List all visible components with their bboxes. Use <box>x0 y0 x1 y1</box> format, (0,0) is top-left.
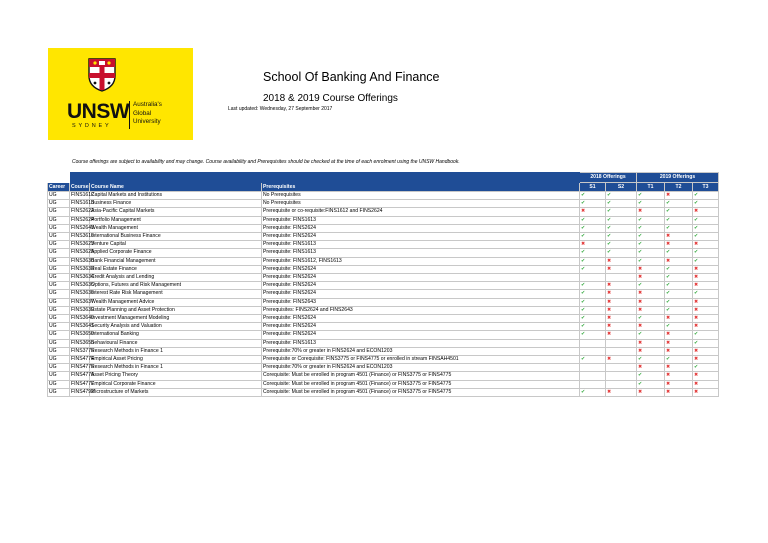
offered-t3-tick-icon: ✔ <box>693 216 719 224</box>
offered-t3-tick-icon: ✔ <box>693 200 719 208</box>
career-cell: UG <box>48 364 70 372</box>
course-code-cell: FINS3634 <box>71 274 94 281</box>
prerequisites-cell: Prerequisite: FINS2624 <box>262 282 580 290</box>
course-code-cell: FINS3636 <box>71 290 94 297</box>
offering-s1-empty <box>580 339 606 347</box>
offering-s1-empty <box>580 380 606 388</box>
course-name-cell: Capital Markets and Institutions <box>90 192 262 200</box>
not-offered-t3-cross-icon: ✖ <box>693 208 719 216</box>
prerequisites-cell: Prerequisite: FINS1612, FINS1613 <box>262 257 580 265</box>
offering-s2-empty <box>606 380 637 388</box>
table-row <box>48 388 719 396</box>
unsw-logo <box>48 48 193 140</box>
career-cell: UG <box>48 216 70 224</box>
offered-t2-tick-icon: ✔ <box>665 323 693 331</box>
logo-city: SYDNEY <box>72 123 112 129</box>
offering-s1-empty <box>580 364 606 372</box>
career-cell: UG <box>48 372 70 380</box>
last-updated: Last updated: Wednesday, 27 September 2017 <box>228 106 333 112</box>
course-code-cell: FINS4777 <box>71 380 94 387</box>
offered-s1-tick-icon: ✔ <box>580 315 606 323</box>
career-cell: UG <box>48 323 70 331</box>
offered-t3-tick-icon: ✔ <box>693 192 719 200</box>
table-row <box>48 249 719 257</box>
career-cell: UG <box>48 257 70 265</box>
offered-s1-tick-icon: ✔ <box>580 306 606 314</box>
prerequisites-cell: Prerequisite: FINS1613 <box>262 216 580 224</box>
table-row <box>48 331 719 339</box>
table-row <box>48 298 719 306</box>
not-offered-s2-cross-icon: ✖ <box>606 356 637 364</box>
offered-s1-tick-icon: ✔ <box>580 323 606 331</box>
offered-s1-tick-icon: ✔ <box>580 249 606 257</box>
career-cell: UG <box>48 265 70 273</box>
course-name-cell: Security Analysis and Valuation <box>90 323 262 331</box>
offered-t2-tick-icon: ✔ <box>665 274 693 282</box>
offered-t1-tick-icon: ✔ <box>637 224 665 232</box>
not-offered-t3-cross-icon: ✖ <box>693 298 719 306</box>
career-cell: UG <box>48 200 70 208</box>
course-name-cell: Business Finance <box>90 200 262 208</box>
offered-s1-tick-icon: ✔ <box>580 265 606 273</box>
table-row <box>48 339 719 347</box>
course-code-cell: FINS1612 <box>71 192 94 198</box>
course-code-cell: FINS3639 <box>71 306 94 313</box>
table-row <box>48 265 719 273</box>
offering-s2-empty <box>606 372 637 380</box>
course-name-cell: Research Methods in Finance 1 <box>90 347 262 355</box>
not-offered-s2-cross-icon: ✖ <box>606 298 637 306</box>
offered-t3-tick-icon: ✔ <box>693 290 719 298</box>
career-cell: UG <box>48 208 70 216</box>
not-offered-t2-cross-icon: ✖ <box>665 339 693 347</box>
course-name-cell: International Banking <box>90 331 262 339</box>
logo-divider <box>129 101 130 129</box>
career-cell: UG <box>48 298 70 306</box>
course-code-cell: FINS3641 <box>71 323 94 330</box>
not-offered-t3-cross-icon: ✖ <box>693 380 719 388</box>
course-code-cell: FINS3630 <box>71 257 94 264</box>
not-offered-t2-cross-icon: ✖ <box>665 315 693 323</box>
offered-t1-tick-icon: ✔ <box>637 257 665 265</box>
not-offered-s2-cross-icon: ✖ <box>606 315 637 323</box>
course-name-cell: Asset Pricing Theory <box>90 372 262 380</box>
not-offered-t2-cross-icon: ✖ <box>665 388 693 396</box>
offered-s2-tick-icon: ✔ <box>606 233 637 241</box>
course-name-cell: Behavioural Finance <box>90 339 262 347</box>
not-offered-t1-cross-icon: ✖ <box>637 388 665 396</box>
offered-s1-tick-icon: ✔ <box>580 290 606 298</box>
logo-wordmark: UNSW <box>67 100 130 123</box>
col-header-s1: S1 <box>580 182 606 192</box>
career-cell: UG <box>48 306 70 314</box>
prerequisites-cell: Prerequisite:70% or greater in FINS2624 and ECON1203 <box>262 364 580 372</box>
prerequisites-cell: Prerequisite: FINS2624 <box>262 290 580 298</box>
course-name-cell: Research Methods in Finance 1 <box>90 364 262 372</box>
prerequisites-cell: Prerequisite: FINS1613 <box>262 241 580 249</box>
course-code-cell: FINS4776 <box>71 372 94 379</box>
offered-s2-tick-icon: ✔ <box>606 208 637 216</box>
table-row <box>48 347 719 355</box>
column-header-row <box>48 182 719 192</box>
not-offered-s2-cross-icon: ✖ <box>606 306 637 314</box>
course-name-cell: Venture Capital <box>90 241 262 249</box>
offered-s2-tick-icon: ✔ <box>606 216 637 224</box>
career-cell: UG <box>48 339 70 347</box>
course-code-cell: FINS1613 <box>71 200 94 207</box>
course-code-cell: FINS4775 <box>71 364 94 371</box>
course-name-cell: Interest Rate Risk Management <box>90 290 262 298</box>
offered-s2-tick-icon: ✔ <box>606 200 637 208</box>
not-offered-t3-cross-icon: ✖ <box>693 306 719 314</box>
course-name-cell: Applied Corporate Finance <box>90 249 262 257</box>
course-code-cell: FINS3633 <box>71 265 94 272</box>
offered-t3-tick-icon: ✔ <box>693 233 719 241</box>
career-cell: UG <box>48 241 70 249</box>
not-offered-t2-cross-icon: ✖ <box>665 241 693 249</box>
col-header-prerequisites: Prerequisites <box>262 182 580 192</box>
table-row <box>48 364 719 372</box>
offered-s1-tick-icon: ✔ <box>580 331 606 339</box>
table-row <box>48 274 719 282</box>
course-code-cell: FINS4792 <box>71 388 94 395</box>
course-name-cell: Wealth Management Advice <box>90 298 262 306</box>
not-offered-s2-cross-icon: ✖ <box>606 331 637 339</box>
table-row <box>48 200 719 208</box>
course-code-cell: FINS3623 <box>71 241 94 248</box>
prerequisites-cell: Prerequisite: FINS2643 <box>262 298 580 306</box>
course-code-cell: FINS4774 <box>71 356 94 363</box>
unsw-crest-icon <box>88 58 116 92</box>
prerequisites-cell: Prerequisite:70% or greater in FINS2624 and ECON1203 <box>262 347 580 355</box>
col-header-t2: T2 <box>665 182 693 192</box>
course-name-cell: Empirical Asset Pricing <box>90 356 262 364</box>
offered-s2-tick-icon: ✔ <box>606 249 637 257</box>
course-code-cell: FINS2622 <box>71 208 94 215</box>
offered-s1-tick-icon: ✔ <box>580 257 606 265</box>
page-title: School Of Banking And Finance <box>263 70 440 84</box>
not-offered-t3-cross-icon: ✖ <box>693 347 719 355</box>
group-header-2018: 2018 Offerings <box>580 173 637 183</box>
prerequisites-cell: Prerequisite: FINS1613 <box>262 339 580 347</box>
prerequisites-cell: Prerequisite: FINS2624 <box>262 331 580 339</box>
not-offered-s2-cross-icon: ✖ <box>606 323 637 331</box>
col-header-course-name: Course Name <box>90 182 262 192</box>
offered-t3-tick-icon: ✔ <box>693 364 719 372</box>
not-offered-t2-cross-icon: ✖ <box>665 372 693 380</box>
offered-s2-tick-icon: ✔ <box>606 192 637 200</box>
table-row <box>48 208 719 216</box>
not-offered-t3-cross-icon: ✖ <box>693 323 719 331</box>
course-name-cell: Wealth Management <box>90 224 262 232</box>
course-name-cell: Options, Futures and Risk Management <box>90 282 262 290</box>
career-cell: UG <box>48 315 70 323</box>
course-name-cell: Microstructure of Markets <box>90 388 262 396</box>
not-offered-t3-cross-icon: ✖ <box>693 315 719 323</box>
offered-s1-tick-icon: ✔ <box>580 298 606 306</box>
prerequisites-cell: No Prerequisites <box>262 192 580 200</box>
prerequisites-cell: Prerequisite: FINS2624 <box>262 265 580 273</box>
career-cell: UG <box>48 388 70 396</box>
group-header-2019: 2019 Offerings <box>637 173 719 183</box>
group-header-row <box>48 173 719 183</box>
career-cell: UG <box>48 274 70 282</box>
table-row <box>48 372 719 380</box>
not-offered-t1-cross-icon: ✖ <box>637 339 665 347</box>
course-name-cell: Asia-Pacific Capital Markets <box>90 208 262 216</box>
course-code-cell: FINS3650 <box>71 331 94 338</box>
prerequisites-cell: Corequisite: Must be enrolled in program 4501 (Finance) or FINS3775 or FINS4775 <box>262 388 580 396</box>
course-name-cell: Bank Financial Management <box>90 257 262 265</box>
course-code-cell: FINS2624 <box>71 216 94 223</box>
course-code-cell: FINS3640 <box>71 315 94 322</box>
course-name-cell: Estate Planning and Asset Protection <box>90 306 262 314</box>
offered-t3-tick-icon: ✔ <box>693 224 719 232</box>
career-cell: UG <box>48 282 70 290</box>
offered-t1-tick-icon: ✔ <box>637 249 665 257</box>
offered-t2-tick-icon: ✔ <box>665 208 693 216</box>
offered-t2-tick-icon: ✔ <box>665 265 693 273</box>
not-offered-s1-cross-icon: ✖ <box>580 241 606 249</box>
offered-s1-tick-icon: ✔ <box>580 388 606 396</box>
course-code-cell: FINS3655 <box>71 339 94 346</box>
course-name-cell: International Business Finance <box>90 233 262 241</box>
blank-header-bar <box>70 173 580 183</box>
offered-s1-tick-icon: ✔ <box>580 224 606 232</box>
offered-t3-tick-icon: ✔ <box>693 257 719 265</box>
prerequisites-cell: Prerequisite: FINS2624 <box>262 323 580 331</box>
offered-t2-tick-icon: ✔ <box>665 224 693 232</box>
career-cell: UG <box>48 290 70 298</box>
blank-header <box>48 173 70 183</box>
course-code-cell: FINS3775 <box>71 347 94 354</box>
logo-tagline-line: University <box>133 118 161 125</box>
offering-s2-empty <box>606 274 637 282</box>
offered-t1-tick-icon: ✔ <box>637 315 665 323</box>
col-header-t3: T3 <box>693 182 719 192</box>
prerequisites-cell: Prerequisite: FINS1613 <box>262 249 580 257</box>
course-code-cell: FINS3625 <box>71 249 94 256</box>
career-cell: UG <box>48 192 70 200</box>
not-offered-s1-cross-icon: ✖ <box>580 208 606 216</box>
table-row <box>48 192 719 200</box>
not-offered-t1-cross-icon: ✖ <box>637 274 665 282</box>
not-offered-t3-cross-icon: ✖ <box>693 265 719 273</box>
not-offered-t1-cross-icon: ✖ <box>637 208 665 216</box>
prerequisites-cell: Prerequisite: FINS2624 <box>262 274 580 282</box>
not-offered-t3-cross-icon: ✖ <box>693 388 719 396</box>
course-code-cell: FINS3637 <box>71 298 94 305</box>
logo-tagline-line: Global <box>133 109 152 117</box>
not-offered-t1-cross-icon: ✖ <box>637 364 665 372</box>
not-offered-t2-cross-icon: ✖ <box>665 233 693 241</box>
not-offered-t2-cross-icon: ✖ <box>665 257 693 265</box>
table-row <box>48 290 719 298</box>
course-name-cell: Investment Management Modeling <box>90 315 262 323</box>
course-name-cell: Empirical Corporate Finance <box>90 380 262 388</box>
offered-t2-tick-icon: ✔ <box>665 249 693 257</box>
offered-t2-tick-icon: ✔ <box>665 306 693 314</box>
table-row <box>48 356 719 364</box>
not-offered-t2-cross-icon: ✖ <box>665 380 693 388</box>
course-code-cell: FINS3616 <box>71 233 94 240</box>
offering-s1-empty <box>580 372 606 380</box>
not-offered-t2-cross-icon: ✖ <box>665 347 693 355</box>
prerequisites-cell: Corequisite: Must be enrolled in program 4501 (Finance) or FINS3775 or FINS4775 <box>262 372 580 380</box>
not-offered-t3-cross-icon: ✖ <box>693 372 719 380</box>
table-row <box>48 224 719 232</box>
offered-t1-tick-icon: ✔ <box>637 192 665 200</box>
not-offered-t2-cross-icon: ✖ <box>665 192 693 200</box>
table-row <box>48 323 719 331</box>
course-offerings-table <box>47 172 719 397</box>
table-row <box>48 306 719 314</box>
table-row <box>48 241 719 249</box>
course-code-cell: FINS3635 <box>71 282 94 289</box>
table-row <box>48 233 719 241</box>
offered-t3-tick-icon: ✔ <box>693 331 719 339</box>
not-offered-t1-cross-icon: ✖ <box>637 306 665 314</box>
offering-s1-empty <box>580 347 606 355</box>
course-name-cell: Credit Analysis and Lending <box>90 274 262 282</box>
offered-t2-tick-icon: ✔ <box>665 298 693 306</box>
offered-t1-tick-icon: ✔ <box>637 241 665 249</box>
not-offered-t3-cross-icon: ✖ <box>693 241 719 249</box>
offering-s2-empty <box>606 339 637 347</box>
offered-s2-tick-icon: ✔ <box>606 224 637 232</box>
not-offered-t1-cross-icon: ✖ <box>637 323 665 331</box>
offered-s1-tick-icon: ✔ <box>580 192 606 200</box>
logo-tagline-line: Australia's <box>133 101 162 108</box>
col-header-t1: T1 <box>637 182 665 192</box>
not-offered-t1-cross-icon: ✖ <box>637 347 665 355</box>
offered-t3-tick-icon: ✔ <box>693 249 719 257</box>
col-header-career: Career <box>48 182 70 192</box>
career-cell: UG <box>48 356 70 364</box>
offered-t1-tick-icon: ✔ <box>637 200 665 208</box>
prerequisites-cell: Prerequisite: FINS2624 <box>262 233 580 241</box>
offered-s2-tick-icon: ✔ <box>606 241 637 249</box>
not-offered-s2-cross-icon: ✖ <box>606 290 637 298</box>
offered-t2-tick-icon: ✔ <box>665 200 693 208</box>
prerequisites-cell: Prerequisites: FINS2624 and FINS2643 <box>262 306 580 314</box>
offered-t1-tick-icon: ✔ <box>637 356 665 364</box>
prerequisites-cell: Prerequisite or co-requisite:FINS1612 and FINS2624 <box>262 208 580 216</box>
offered-t1-tick-icon: ✔ <box>637 380 665 388</box>
offering-s1-empty <box>580 274 606 282</box>
prerequisites-cell: Prerequisite: FINS2624 <box>262 315 580 323</box>
not-offered-t3-cross-icon: ✖ <box>693 282 719 290</box>
table-row <box>48 315 719 323</box>
prerequisites-cell: Prerequisite: FINS2624 <box>262 224 580 232</box>
not-offered-t2-cross-icon: ✖ <box>665 331 693 339</box>
table-row <box>48 282 719 290</box>
offered-t1-tick-icon: ✔ <box>637 372 665 380</box>
offered-t2-tick-icon: ✔ <box>665 282 693 290</box>
not-offered-t1-cross-icon: ✖ <box>637 298 665 306</box>
not-offered-s2-cross-icon: ✖ <box>606 265 637 273</box>
offered-t1-tick-icon: ✔ <box>637 233 665 241</box>
not-offered-t2-cross-icon: ✖ <box>665 364 693 372</box>
offered-t1-tick-icon: ✔ <box>637 331 665 339</box>
offered-s1-tick-icon: ✔ <box>580 200 606 208</box>
table-row <box>48 380 719 388</box>
course-code-cell: FINS2643 <box>71 224 94 231</box>
offering-s2-empty <box>606 347 637 355</box>
table-row <box>48 257 719 265</box>
not-offered-s2-cross-icon: ✖ <box>606 282 637 290</box>
prerequisites-cell: No Prerequisites <box>262 200 580 208</box>
offering-s2-empty <box>606 364 637 372</box>
prerequisites-cell: Corequisite: Must be enrolled in program 4501 (Finance) or FINS3775 or FINS4775 <box>262 380 580 388</box>
offered-s1-tick-icon: ✔ <box>580 356 606 364</box>
table-row <box>48 216 719 224</box>
offered-s1-tick-icon: ✔ <box>580 216 606 224</box>
page-subtitle: 2018 & 2019 Course Offerings <box>263 93 398 104</box>
col-header-course: Course <box>71 183 89 190</box>
availability-note: Course offerings are subject to availability and may change. Course availability and Prerequisites should be checked at the time of each enrolment using the UNSW Handbook. <box>72 159 460 165</box>
offered-t2-tick-icon: ✔ <box>665 356 693 364</box>
career-cell: UG <box>48 380 70 388</box>
offered-t2-tick-icon: ✔ <box>665 290 693 298</box>
not-offered-s2-cross-icon: ✖ <box>606 257 637 265</box>
table-body <box>48 192 719 397</box>
col-header-s2: S2 <box>606 182 637 192</box>
offered-t2-tick-icon: ✔ <box>665 216 693 224</box>
not-offered-s2-cross-icon: ✖ <box>606 388 637 396</box>
career-cell: UG <box>48 249 70 257</box>
not-offered-t3-cross-icon: ✖ <box>693 274 719 282</box>
career-cell: UG <box>48 331 70 339</box>
course-name-cell: Real Estate Finance <box>90 265 262 273</box>
career-cell: UG <box>48 347 70 355</box>
offered-s1-tick-icon: ✔ <box>580 282 606 290</box>
offered-s1-tick-icon: ✔ <box>580 233 606 241</box>
logo-tagline <box>133 101 188 127</box>
course-name-cell: Portfolio Management <box>90 216 262 224</box>
not-offered-t3-cross-icon: ✖ <box>693 356 719 364</box>
offered-t1-tick-icon: ✔ <box>637 282 665 290</box>
career-cell: UG <box>48 233 70 241</box>
career-cell: UG <box>48 224 70 232</box>
offered-t3-tick-icon: ✔ <box>693 339 719 347</box>
not-offered-t1-cross-icon: ✖ <box>637 265 665 273</box>
offered-t1-tick-icon: ✔ <box>637 216 665 224</box>
prerequisites-cell: Prerequisite or Corequisite: FINS3775 or FINS4775 or enrolled in stream FINSAH4501 <box>262 356 580 364</box>
not-offered-t1-cross-icon: ✖ <box>637 290 665 298</box>
